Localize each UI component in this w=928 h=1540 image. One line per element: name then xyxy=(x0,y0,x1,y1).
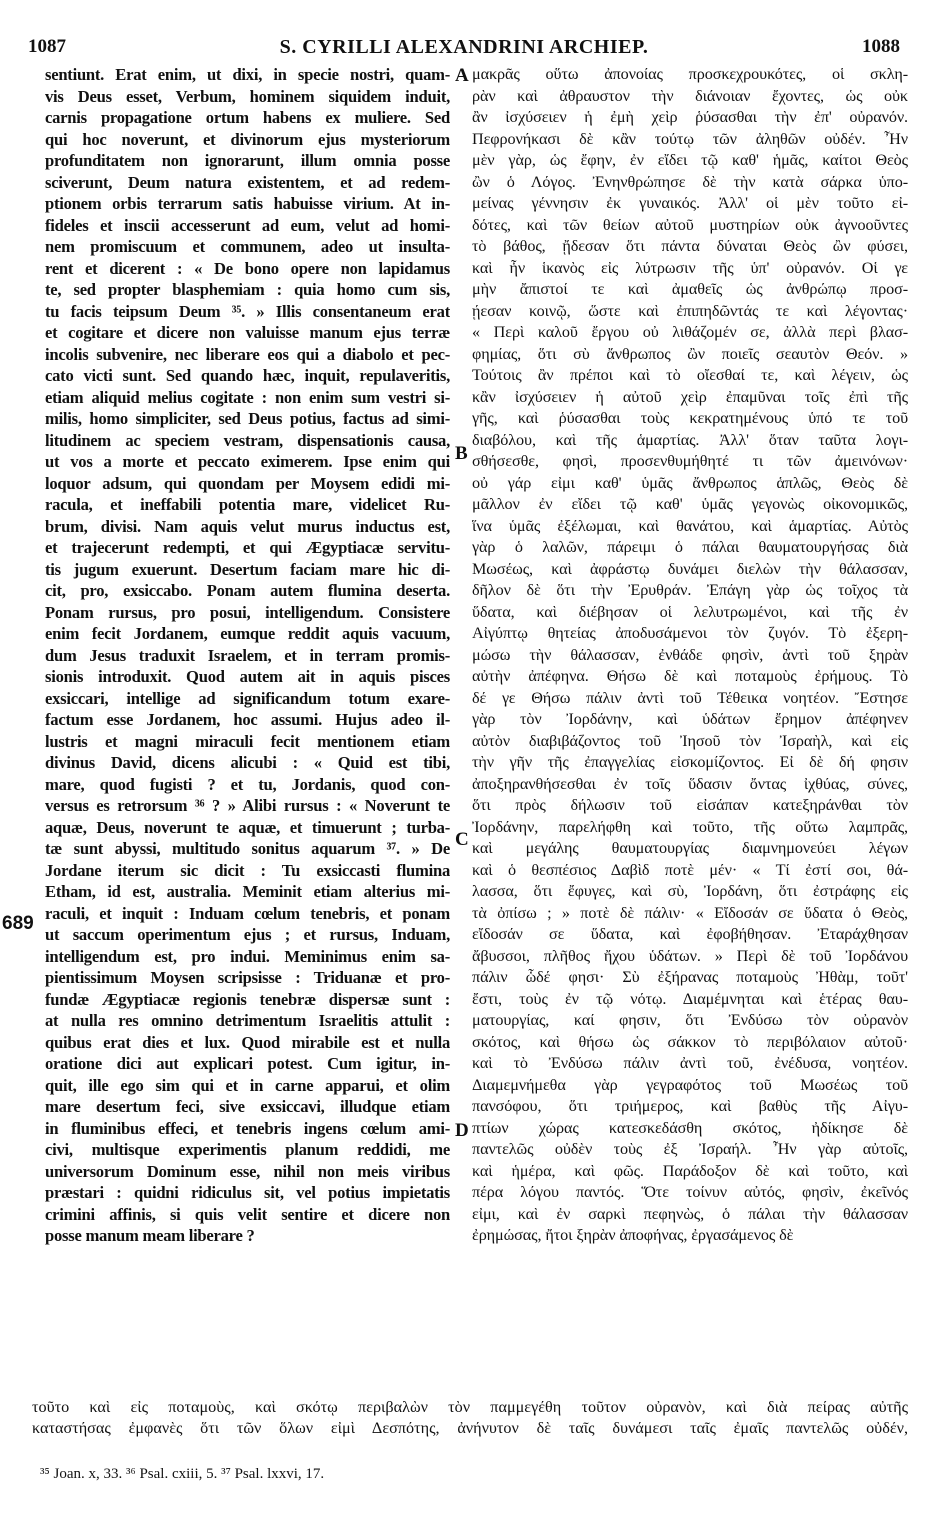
latin-text-line: litudinem ac speciem vestram, dispensationis causa, xyxy=(45,430,450,450)
greek-text-line: γὰρ ὁ λαλῶν, πάρειμι ὁ πάλαι θαυματουργήσας διὰ xyxy=(472,538,908,556)
greek-text-line: ρὰν καὶ ἀθραυστον τὴν διάνοιαν ἔχοντες, ὡς οὐκ xyxy=(472,86,908,105)
greek-text-line: τὰ ὀπίσω ; » ποτὲ δὲ πάλιν· « Εἴδοσάν σε ὕδατα ὁ Θεὸς, xyxy=(472,903,908,922)
latin-text-line: et trajecerunt redempti, et qui Ægyptiacæ servitu- xyxy=(45,538,450,557)
greek-text-line: καὶ τὸ Ἐνδύσω πάλιν ἀντὶ τοῦ, ἐνέδυσα, νοητέον. xyxy=(472,1054,908,1072)
margin-letter-d: D xyxy=(455,1120,469,1141)
latin-text-line: exsiccari, intellige ad significandum totum exare- xyxy=(45,688,450,708)
latin-text-line: etiam aliquid melius cogitate : non enim sum vestri si- xyxy=(45,387,450,407)
latin-text-line: ut saccum operimentum ejus ; et rursus, Induam, xyxy=(45,925,450,944)
latin-text-line: intelligendum est, pro indui. Meminimus enim sa- xyxy=(45,946,450,966)
greek-text-line: Πεφρονήκασι δὲ κἂν τούτῳ τῶν ἀληθῶν οὐδέν. Ἦν xyxy=(472,129,908,148)
greek-text-line: σκότος, καὶ θήσω ὡς σάκκον τὸ περιβόλαιον αὐτοῦ· xyxy=(472,1032,908,1051)
greek-text-line: μὲν γὰρ, ὡς ἔφην, ἐν εἴδει τῷ καθ' ἡμᾶς, καίτοι Θεὸς xyxy=(472,151,908,169)
greek-text-line: κἂν ἰσχύσειεν ἡ αὐτοῦ χεὶρ ἐπαμῦναι τοῖς ἐπὶ τῆς xyxy=(472,387,908,406)
greek-text-line: ἔστι, τοὺς ἐν τῷ νότῳ. Διαμέμνηται καὶ ἑτέρας θαυ- xyxy=(472,989,908,1008)
greek-text-line: πάλιν ὧδέ φησι· Σὺ ἐξήρανας ποταμοὺς Ἠθὰμ, τοῦτ' xyxy=(472,968,908,986)
column-number: 689 xyxy=(2,913,34,934)
latin-text-line: sionis introduxit. Quod autem ait in aquis pisces xyxy=(45,667,450,686)
greek-text-line: ἐρημώσας, ἤτοι ξηρὰν ἀποφήνας, ἐργασάμενος δὲ xyxy=(472,1226,794,1244)
latin-text-line: fundæ Ægyptiacæ regionis tenebræ dispersæ sunt : xyxy=(45,989,450,1009)
greek-text-line: τὸ βάθος, ᾔδεσαν ὅτι πάντα δύναται Θεὸς ὢν φύσει, xyxy=(472,237,908,255)
greek-text-line: Διαμεμνήμεθα γὰρ γεγραφότος τοῦ Μωσέως τοῦ xyxy=(472,1075,908,1094)
latin-text-line: tæ sunt abyssi, multitudo sonitus aquarum ³⁷. » De xyxy=(45,839,450,858)
running-header xyxy=(0,30,928,60)
greek-text-line: τὴν γῆν τῆς ἐπαγγελίας εἰσκομίζοντος. Εἰ δὲ δή φησιν xyxy=(472,753,908,771)
latin-text-line: tis jugum exuerunt. Desertum faciam mare hic di- xyxy=(45,559,450,579)
latin-text-line: qui hoc noverunt, et divinorum ejus mysteriorum xyxy=(45,129,450,149)
latin-text-line: Etham, id est, australia. Meminit etiam alterius mi- xyxy=(45,882,450,901)
greek-text-line: Αἰγύπτῳ θητείας ἀποδυσάμενοι τὸν ζυγόν. Τὸ ἐξερη- xyxy=(472,624,908,642)
greek-text-line: δῆλον δὲ ὅτι τὴν Ἐρυθράν. Ἐπάγη γὰρ ὡς τοῖχος τὰ xyxy=(472,581,908,599)
greek-text-line: αὐτὸν διαβιβάζοντος τοῦ Ἰησοῦ τὸν Ἰσραὴλ, καὶ εἰς xyxy=(472,731,908,750)
latin-text-line: Jordane iterum sic dicit : Tu exsiccasti flumina xyxy=(45,860,450,880)
greek-text-line: καὶ ἦν ἱκανὸς εἰς λύτρωσιν τῆς ὑπ' οὐρανόν. Οἱ γε xyxy=(472,258,908,277)
latin-text-line: oratione dici aut explicari potest. Cum igitur, in- xyxy=(45,1054,450,1073)
latin-text-line: pientissimum Moysen scripsisse : Triduanæ et pro- xyxy=(45,968,450,987)
latin-text-line: in fluminibus effeci, et tenebris ingens cœlum ami- xyxy=(45,1118,450,1138)
greek-text-line: σθήσεσθε, φησὶ, προσενθυμήθητέ τι τῶν ἀμεινόνων· xyxy=(472,452,908,470)
greek-text-line: ἄβυσσοι, πλῆθος ἤχου ὑδάτων. » Περὶ δὲ τοῦ Ἰορδάνου xyxy=(472,946,908,965)
greek-text-line: ἀποξηρανθήσεσθαι ἐν τοῖς ὕδασιν ὄντας ἰχθύας, σύνες, xyxy=(472,774,908,793)
greek-text-line: εἰμι, καὶ ἐν σαρκὶ πεφηνὼς, ὁ πάλαι τὴν θάλασσαν xyxy=(472,1204,908,1223)
latin-text-line: lustris et magni miraculi fecit mentionem etiam xyxy=(45,731,450,751)
latin-text-line: quit, ille ego sim qui et in carne apparui, et olim xyxy=(45,1075,450,1095)
greek-text-line: καὶ ἡμέρα, καὶ φῶς. Παράδοξον δὲ καὶ τοῦτο, καὶ xyxy=(472,1161,908,1180)
greek-text-line: μείνας γέννησιν ἐκ γυναικός. Ἀλλ' οἱ μὲν τοῦτο εἰ- xyxy=(472,194,908,212)
latin-text-line: mare desertum feci, sive exsiccavi, illudque etiam xyxy=(45,1097,450,1116)
greek-text-line: ὅτι πρὸς δήλωσιν τοῦ εἰσάπαν κατεξηράνθαι τὸν xyxy=(472,796,908,814)
greek-text-line: ὢν ὁ Λόγος. Ἐνηνθρώπησε δὲ τὴν κατὰ σάρκα ὑπο- xyxy=(472,172,908,191)
latin-text-line: versus es retrorsum ³⁶ ? » Alibi rursus : « Noverunt te xyxy=(45,796,450,815)
greek-text-line: καταστήσας ἐμφανὲς ὅτι τῶν ὅλων εἰμὶ Δεσπότης, ἀνήνυτον δὲ ταῖς δυνάμεσι ταῖς ἐμαῖς παντελῶς οὐδέν, xyxy=(32,1419,908,1437)
latin-text-line: dum Jesus traduxit Israelem, et in terram promis- xyxy=(45,645,450,665)
latin-text-line: milis, homo simpliciter, sed Deus potius, factus ad simi- xyxy=(45,409,450,428)
latin-text-line: cit, pro, exsiccabo. Ponam autem flumina deserta. xyxy=(45,581,450,600)
latin-text-line: universorum Dominum esse, nihil non meis viribus xyxy=(45,1161,450,1181)
latin-text-line: mare, quod fugisti ? et tu, Jordanis, quod con- xyxy=(45,774,450,794)
latin-text-line: te, sed propter blasphemiam : quia homo cum sis, xyxy=(45,280,450,299)
greek-text-line: δότες, καὶ τῶν θείων αὐτοῦ μυστηρίων οὐκ ἀγνοοῦντες xyxy=(472,215,908,234)
page-number-right: 1088 xyxy=(862,36,900,57)
greek-text-line: ἵνα ὑμᾶς ἐξέλωμαι, καὶ θανάτου, καὶ ἁμαρτίας. Αὐτὸς xyxy=(472,516,908,535)
greek-text-line: Τούτοις ἂν πρέποι καὶ τὸ οἴεσθαί τε, καὶ λέγειν, ὡς xyxy=(472,366,908,384)
full-width-text xyxy=(32,1397,908,1439)
greek-text-line: φημίας, ὅτι σὺ ἄνθρωπος ὢν ποιεῖς σεαυτὸν Θεόν. » xyxy=(472,344,908,363)
greek-text-line: πτίων χώρας κατεσκεδάσθη σκότος, ἠδίκησε δὲ xyxy=(472,1118,908,1137)
footnotes: ³⁵ Joan. x, 33. ³⁶ Psal. cxiii, 5. ³⁷ Psal. lxxvi, 17. xyxy=(40,1466,325,1482)
page-number-left: 1087 xyxy=(28,36,66,57)
margin-letter-b: B xyxy=(455,443,468,464)
latin-text-line: nem promiscuum et communem, adeo ut insulta- xyxy=(45,237,450,256)
greek-text-line: μακρᾶς οὕτω ἀπονοίας προσκεχρουκότες, οἱ σκλη- xyxy=(472,65,908,83)
greek-text-line: διαβόλου, καὶ τῆς ἁμαρτίας. Ἀλλ' ὅταν ταῦτα λογι- xyxy=(472,430,908,449)
greek-text-line: μὴν ἄπιστοί τε καὶ ἀμαθεῖς ὡς ἀνθρώπῳ προσ- xyxy=(472,280,908,298)
greek-text-line: ἂν ἰσχύσειεν ἡ ἐμὴ χεὶρ ῥύσασθαι τὴν ἐπ' οὐρανόν. xyxy=(472,108,908,126)
greek-text-line: αὐτὴν ἀπέφηνα. Θήσω δὲ καὶ ποταμοὺς ἐρήμους. Τὸ xyxy=(472,667,908,685)
greek-column xyxy=(472,64,908,1247)
greek-text-line: γὰρ τὸν Ἰορδάνην, καὶ ὑδάτων ἔρημον ἀπέφηνεν xyxy=(472,710,908,728)
latin-text-line: tu facis teipsum Deum ³⁵. » Illis consentaneum erat xyxy=(45,301,450,321)
latin-text-line: divinus David, dicens alicubi : « Quid est tibi, xyxy=(45,753,450,772)
latin-text-line: quibus erat dies et lux. Quod mirabile est et nulla xyxy=(45,1032,450,1052)
latin-text-line: aquæ, Deus, noverunt te aquæ, et timuerunt ; turba- xyxy=(45,817,450,837)
greek-text-line: ματουργίας, καί φησιν, ὅτι Ἐνδύσω τὸν οὐρανὸν xyxy=(472,1011,908,1029)
running-title: S. CYRILLI ALEXANDRINI ARCHIEP. xyxy=(279,36,649,58)
greek-text-line: δέ γε Θήσω πάλιν ἀντὶ τοῦ Τέθεικα νοητέον. Ἔστησε xyxy=(472,688,908,707)
latin-text-line: sentiunt. Erat enim, ut dixi, in specie nostri, quam- xyxy=(45,65,450,84)
greek-text-line: πανσόφου, ὅτι τριήμερος, καὶ βαθὺς τῆς Αἰγυ- xyxy=(472,1097,908,1115)
greek-text-line: ῄεσαν κοινῷ, ὥστε καὶ ἐπιπηδῶντάς τε καὶ λέγοντας· xyxy=(472,301,908,320)
margin-letter-a: A xyxy=(455,65,469,86)
latin-text-line: incolis subvenire, nec liberare eos qui a diabolo et pec- xyxy=(45,344,450,364)
latin-text-line: factum esse Jordanem, hoc assumi. Hujus adeo il- xyxy=(45,710,450,729)
latin-text-line: crimini affinis, si quis velit sentire et dicere non xyxy=(45,1204,450,1224)
latin-text-line: loquor adsum, qui quondam per Moysem edidi mi- xyxy=(45,473,450,493)
latin-text-line: carnis propagatione ortum habens ex muliere. Sed xyxy=(45,108,450,127)
greek-text-line: μώσω τὴν θάλασσαν, ἐνθάδε φησὶν, ἀντὶ τοῦ ξηρὰν xyxy=(472,645,908,664)
latin-text-line: racula, et ineffabili potentia mare, videlicet Ru- xyxy=(45,495,450,514)
greek-text-line: καὶ μεγάλης θαυματουργίας διαμνημονεύει λέγων xyxy=(472,839,908,857)
latin-text-line: fideles et inscii accesserunt ad eum, velut ad homi- xyxy=(45,215,450,235)
greek-text-line: τοῦτο καὶ εἰς ποταμοὺς, καὶ σκότῳ περιβαλὼν τὸν παμμεγέθη τοῦτον οὐρανὸν, καὶ διὰ πείρας αὐτῆς xyxy=(32,1398,908,1416)
latin-text-line: rent et dicerent : « De bono opere non lapidamus xyxy=(45,258,450,278)
greek-text-line: λασσα, ὅτι ἔφυγες, καὶ σὺ, Ἰορδάνη, ὅτι ἐστράφης εἰς xyxy=(472,882,908,900)
latin-text-line: et cogitare et dicere non valuisse manum ejus terræ xyxy=(45,323,450,342)
latin-text-line: raculi, et inquit : Induam cœlum tenebris, et ponam xyxy=(45,903,450,923)
greek-text-line: οὐ γάρ εἰμι καθ' ὑμᾶς ἄνθρωπος ἁπλῶς, Θεὸς δὲ xyxy=(472,473,908,492)
latin-column xyxy=(45,64,450,1247)
latin-text-line: Ponam rursus, pro posui, intelligendum. Consistere xyxy=(45,602,450,622)
greek-text-line: « Περὶ καλοῦ ἔργου οὐ λιθάζομέν σε, ἀλλὰ περὶ βλασ- xyxy=(472,323,908,341)
greek-text-line: καὶ ὁ θεσπέσιος Δαβὶδ ποτὲ μέν· « Τί ἐστί σοι, θά- xyxy=(472,860,908,879)
greek-text-line: γῆς, καὶ ῥύσασθαι τοὺς κεκρατημένους ὑπό τε τοῦ xyxy=(472,409,908,427)
greek-text-line: εἴδοσάν σε ὕδατα, καὶ ἐφοβήθησαν. Ἐταράχθησαν xyxy=(472,925,908,943)
latin-text-line: ut vos a morte et peccato eximerem. Ipse enim qui xyxy=(45,452,450,471)
latin-text-line: enim fecit Jordanem, eumque reddit aquis vacuum, xyxy=(45,624,450,643)
latin-text-line: ptionem orbis terrarum satis habuisse virium. At in- xyxy=(45,194,450,213)
latin-text-line: at nulla res omnino detrimentum Israelitis attulit : xyxy=(45,1011,450,1030)
greek-text-line: πέρα λόγου παντός. Ὅτε τοίνυν αὐτός, φησὶν, ἐκεῖνός xyxy=(472,1183,908,1201)
latin-text-line: posse manum meam liberare ? xyxy=(45,1226,255,1245)
latin-text-line: civi, multisque experimentis planum reddidi, me xyxy=(45,1140,450,1159)
latin-text-line: sciverunt, Deum natura existentem, et ad redem- xyxy=(45,172,450,192)
greek-text-line: Ἰορδάνην, παρελήφθη καὶ τοῦτο, τῆς οὕτω λαμπρᾶς, xyxy=(472,817,908,836)
margin-letter-c: C xyxy=(455,829,469,850)
latin-text-line: brum, divisi. Nam aquis velut murus inductus est, xyxy=(45,516,450,536)
latin-text-line: vis Deus esset, Verbum, hominem siquidem induit, xyxy=(45,86,450,106)
greek-text-line: ὕδατα, καὶ διέβησαν οἱ λελυτρωμένοι, καὶ τῆς ἐν xyxy=(472,602,908,621)
latin-text-line: cato victi sunt. Sed quando hæc, inquit, repulaveritis, xyxy=(45,366,450,385)
latin-text-line: profunditatem non ignorarunt, illum omnia posse xyxy=(45,151,450,170)
greek-text-line: Μωσέως, καὶ ἀφράστῳ δυνάμει διελὼν τὴν θάλασσαν, xyxy=(472,559,908,578)
latin-text-line: præstari : quidni ridiculus sit, vel potius impietatis xyxy=(45,1183,450,1202)
greek-text-line: μᾶλλον ἐν εἴδει τῷ καθ' ὑμᾶς γεγονὼς οἰκονομικῶς, xyxy=(472,495,908,513)
greek-text-line: παντελῶς οὐδὲν τοὺς ἐξ Ἰσραήλ. Ἦν γὰρ αὐτοῖς, xyxy=(472,1140,908,1158)
